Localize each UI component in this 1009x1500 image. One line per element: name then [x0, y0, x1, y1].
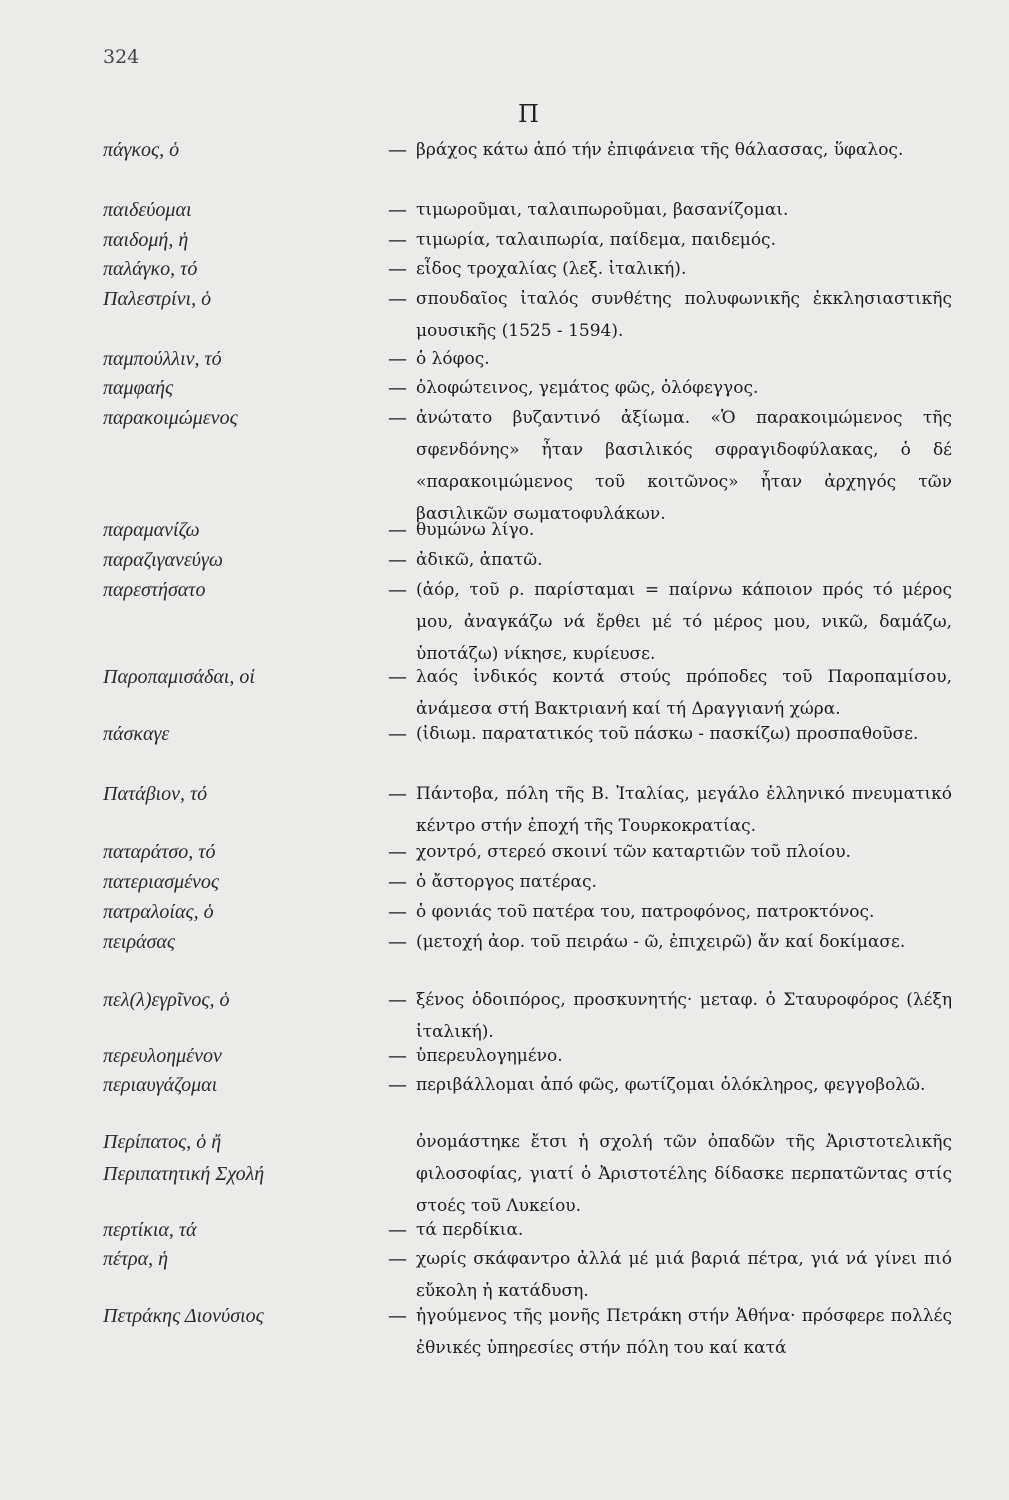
entry-dash: — — [388, 1248, 407, 1270]
entry-definition: (μετοχή ἀορ. τοῦ πειράω - ῶ, ἐπιχειρῶ) ἄν καί δοκίμασε. — [416, 932, 906, 952]
entry-term: πειράσας — [103, 931, 176, 953]
entry-definition: τιμωροῦμαι, ταλαιπωροῦμαι, βασανίζομαι. — [416, 200, 789, 220]
entry-definition: σπουδαῖος ἰταλός συνθέτης πολυφωνικῆς ἐκκλησιαστικῆς μουσικῆς (1525 - 1594). — [416, 289, 952, 341]
entry-term: παρεστήσατο — [103, 579, 206, 601]
entry-definition: (ἰδιωμ. παρατατικός τοῦ πάσκω - πασκίζω) προσπαθοῦσε. — [416, 724, 919, 744]
entry-dash: — — [388, 931, 407, 953]
entry-term: παμπούλλιν, τό — [103, 348, 222, 370]
entry-definition: θυμώνω λίγο. — [416, 520, 535, 540]
entry-definition: τά περδίκια. — [416, 1220, 524, 1240]
entry-definition: ὁ φονιάς τοῦ πατέρα του, πατροφόνος, πατροκτόνος. — [416, 902, 875, 922]
entry-term: περιαυγάζομαι — [103, 1074, 218, 1096]
entry-term: περτίκια, τά — [103, 1219, 197, 1241]
entry-term: παμφαής — [103, 377, 174, 399]
entry-term: Πετράκης Διονύσιος — [103, 1305, 264, 1327]
entry-definition: ἡγούμενος τῆς μονῆς Πετράκη στήν Ἀθήνα· πρόσφερε πολλές ἐθνικές ὑπηρεσίες στήν πόλη του καί κατά — [416, 1306, 952, 1358]
entry-dash: — — [388, 841, 407, 863]
entry-definition: ἀδικῶ, ἀπατῶ. — [416, 550, 543, 570]
entry-definition: λαός ἰνδικός κοντά στούς πρόποδες τοῦ Παροπαμίσου, ἀνάμεσα στή Βακτριανή καί τή Δραγγιανή χώρα. — [416, 667, 952, 719]
entry-term: Παροπαμισάδαι, οἱ — [103, 666, 255, 688]
entry-term: πελ(λ)εγρῖνος, ὁ — [103, 989, 230, 1011]
entry-definition: χοντρό, στερεό σκοινί τῶν καταρτιῶν τοῦ πλοίου. — [416, 842, 851, 862]
entry-dash: — — [388, 723, 407, 745]
entry-definition: ὑπερευλογημένο. — [416, 1046, 563, 1066]
entry-dash: — — [388, 288, 407, 310]
entry-term: πέτρα, ἡ — [103, 1248, 169, 1270]
entry-dash: — — [388, 1305, 407, 1327]
entry-definition: περιβάλλομαι ἀπό φῶς, φωτίζομαι ὁλόκληρος, φεγγοβολῶ. — [416, 1075, 926, 1095]
entry-term: πατεριασμένος — [103, 871, 219, 893]
entry-definition: ὁ λόφος. — [416, 349, 490, 369]
section-letter: Π — [518, 100, 539, 128]
entry-dash: — — [388, 199, 407, 221]
entry-dash: — — [388, 871, 407, 893]
entry-dash: — — [388, 549, 407, 571]
entry-definition: (ἀόρ, τοῦ ρ. παρίσταμαι = παίρνω κάποιον πρός τό μέρος μου, ἀναγκάζω νά ἔρθει μέ τό μέρος μου, νικῶ, δαμάζω, ὑποτάζω) νίκησε, κυρίευσε. — [416, 580, 952, 664]
entry-dash: — — [388, 407, 407, 429]
entry-dash: — — [388, 258, 407, 280]
entry-term: παιδεύομαι — [103, 199, 192, 221]
entry-definition: ὀνομάστηκε ἔτσι ἡ σχολή τῶν ὀπαδῶν τῆς Ἀριστοτελικῆς φιλοσοφίας, γιατί ὁ Ἀριστοτέλης δίδασκε περπατῶντας στίς στοές τοῦ Λυκείου. — [416, 1132, 952, 1216]
page-number: 324 — [103, 46, 140, 68]
entry-dash: — — [388, 229, 407, 251]
entry-term: περευλοημένον — [103, 1045, 222, 1067]
entry-definition: Πάντοβα, πόλη τῆς Β. Ἰταλίας, μεγάλο ἑλληνικό πνευματικό κέντρο στήν ἐποχή τῆς Τουρκοκρατίας. — [416, 784, 952, 836]
entry-term: παιδομή, ἡ — [103, 229, 189, 251]
entry-dash: — — [388, 666, 407, 688]
entry-dash: — — [388, 348, 407, 370]
entry-dash: — — [388, 783, 407, 805]
entry-definition: εἶδος τροχαλίας (λεξ. ἰταλική). — [416, 259, 687, 279]
entry-dash: — — [388, 519, 407, 541]
entry-dash: — — [388, 1219, 407, 1241]
entry-term: παρακοιμώμενος — [103, 407, 238, 429]
entry-definition: ἀνώτατο βυζαντινό ἀξίωμα. «Ὁ παρακοιμώμενος τῆς σφενδόνης» ἦταν βασιλικός σφραγιδοφύλακας, ὁ δέ «παρακοιμώμενος τοῦ κοιτῶνος» ἦταν ἀρχηγός τῶν βασιλικῶν σωματοφυλάκων. — [416, 408, 952, 524]
entry-dash: — — [388, 377, 407, 399]
entry-definition: ὁλοφώτεινος, γεμάτος φῶς, ὁλόφεγγος. — [416, 378, 759, 398]
entry-term: πάγκος, ὁ — [103, 139, 180, 161]
entry-dash: — — [388, 579, 407, 601]
entry-dash: — — [388, 901, 407, 923]
entry-dash: — — [388, 1074, 407, 1096]
entry-term: πάσκαγε — [103, 723, 170, 745]
entry-term: παραζιγανεύγω — [103, 549, 223, 571]
entry-definition: βράχος κάτω ἀπό τήν ἐπιφάνεια τῆς θάλασσας, ὕφαλος. — [416, 140, 904, 160]
entry-term: πατραλοίας, ὁ — [103, 901, 214, 923]
entry-dash: — — [388, 989, 407, 1011]
entry-definition: ὁ ἄστοργος πατέρας. — [416, 872, 597, 892]
entry-term: παραμανίζω — [103, 519, 200, 541]
entry-dash: — — [388, 139, 407, 161]
entry-term: Πατάβιον, τό — [103, 783, 208, 805]
entry-definition: τιμωρία, ταλαιπωρία, παίδεμα, παιδεμός. — [416, 230, 776, 250]
entry-dash: — — [388, 1045, 407, 1067]
entry-definition: χωρίς σκάφαντρο ἀλλά μέ μιά βαριά πέτρα, γιά νά γίνει πιό εὔκολη ἡ κατάδυση. — [416, 1249, 952, 1301]
entry-definition: ξένος ὁδοιπόρος, προσκυνητής· μεταφ. ὁ Σταυροφόρος (λέξη ἰταλική). — [416, 990, 952, 1042]
entry-term: Παλεστρίνι, ὁ — [103, 288, 212, 310]
entry-term: Περίπατος, ὁ ἤ Περιπατητική Σχολή — [103, 1131, 265, 1185]
entry-term: παταράτσο, τό — [103, 841, 216, 863]
entry-term: παλάγκο, τό — [103, 258, 198, 280]
